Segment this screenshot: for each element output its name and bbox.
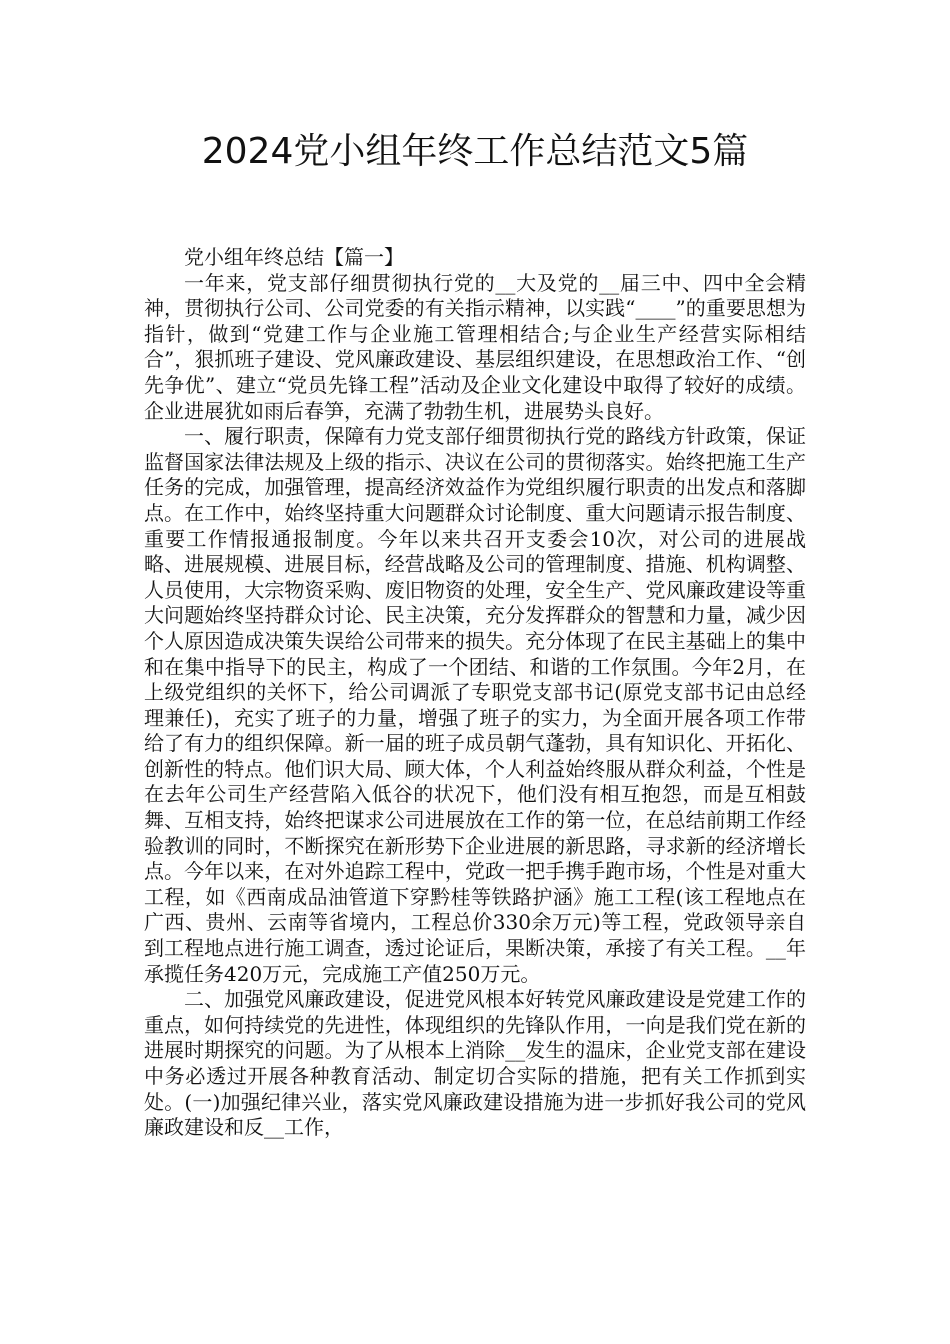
document-title: 2024党小组年终工作总结范文5篇 [201, 131, 749, 172]
body-paragraph: 一年来，党支部仔细贯彻执行党的__大及党的__届三中、四中全会精神，贯彻执行公司、公司党委的有关指示精神，以实践“____”的重要思想为指针，做到“党建工作与企业施工管理相结合;与企业生产经营实际相结合”，狠抓班子建设、党风廉政建设、基层组织建设，在思想政治工作、“创先争优”、建立“党员先锋工程”活动及企业文化建设中取得了较好的成绩。企业进展犹如雨后春笋，充满了勃勃生机，进展势头良好。 [144, 270, 806, 423]
document-body [144, 245, 806, 1141]
body-paragraph: 一、履行职责，保障有力党支部仔细贯彻执行党的路线方针政策，保证监督国家法律法规及上级的指示、决议在公司的贯彻落实。始终把施工生产任务的完成，加强管理，提高经济效益作为党组织履行职责的出发点和落脚点。在工作中，始终坚持重大问题群众讨论制度、重大问题请示报告制度、重要工作情报通报制度。今年以来共召开支委会10次，对公司的进展战略、进展规模、进展目标，经营战略及公司的管理制度、措施、机构调整、人员使用，大宗物资采购、废旧物资的处理，安全生产、党风廉政建设等重大问题始终坚持群众讨论、民主决策，充分发挥群众的智慧和力量，减少因个人原因造成决策失误给公司带来的损失。充分体现了在民主基础上的集中和在集中指导下的民主，构成了一个团结、和谐的工作氛围。今年2月，在上级党组织的关怀下，给公司调派了专职党支部书记(原党支部书记由总经理兼任)，充实了班子的力量，增强了班子的实力，为全面开展各项工作带给了有力的组织保障。新一届的班子成员朝气蓬勃，具有知识化、开拓化、创新性的特点。他们识大局、顾大体，个人利益始终服从群众利益，个性是在去年公司生产经营陷入低谷的状况下，他们没有相互抱怨，而是互相鼓舞、互相支持，始终把谋求公司进展放在工作的第一位，在总结前期工作经验教训的同时，不断探究在新形势下企业进展的新思路，寻求新的经济增长点。今年以来，在对外追踪工程中，党政一把手携手跑市场，个性是对重大工程，如《西南成品油管道下穿黔桂等铁路护涵》施工工程(该工程地点在广西、贵州、云南等省境内，工程总价330余万元)等工程，党政领导亲自到工程地点进行施工调查，透过论证后，果断决策，承接了有关工程。__年承揽任务420万元，完成施工产值250万元。 [144, 424, 806, 986]
body-paragraph: 二、加强党风廉政建设，促进党风根本好转党风廉政建设是党建工作的重点，如何持续党的先进性，体现组织的先锋队作用，一向是我们党在新的进展时期探究的问题。为了从根本上消除__发生的温床，企业党支部在建设中务必透过开展各种教育活动、制定切合实际的措施，把有关工作抓到实处。(一)加强纪律兴业，落实党风廉政建设措施为进一步抓好我公司的党风廉政建设和反__工作， [144, 987, 806, 1140]
section-heading: 党小组年终总结【篇一】 [184, 245, 404, 269]
